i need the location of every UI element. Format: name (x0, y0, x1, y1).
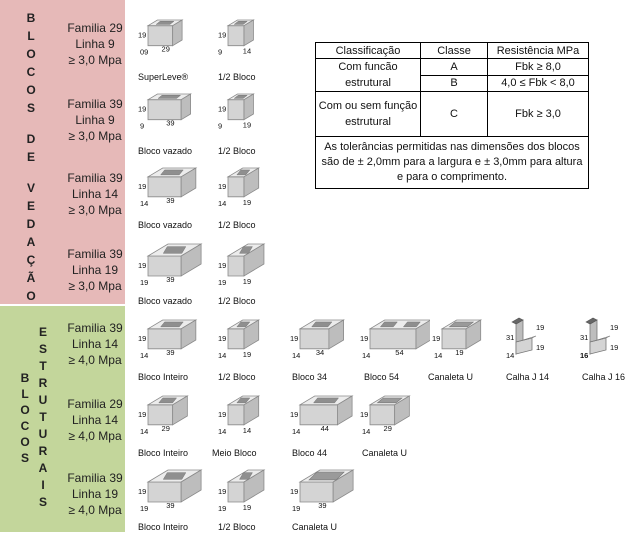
block-caption: Bloco 44 (292, 448, 328, 458)
title-letter: O (26, 289, 36, 303)
block-item (218, 88, 288, 156)
title-letter: B (26, 11, 36, 25)
block-front-face (148, 177, 181, 197)
block-caption: SuperLeve® (138, 72, 189, 82)
concrete-block-icon (138, 314, 208, 364)
header-cell: Resistência MPa (488, 43, 589, 59)
concrete-block-icon (360, 390, 430, 440)
dimension-label: 19 (610, 343, 619, 352)
block-item (138, 464, 208, 532)
block-hole (158, 95, 181, 98)
row-label (62, 170, 128, 218)
section-estruturais-title (28, 326, 58, 509)
block-front-face (300, 405, 337, 425)
dimension-label: 39 (166, 118, 175, 128)
familia-label: Familia 39 (67, 321, 123, 335)
dimension-label: 29 (161, 44, 170, 54)
classificacao-cell: Com ou sem função estrutural (316, 92, 421, 137)
classe-cell: A (421, 59, 488, 76)
block-item (290, 390, 360, 458)
resistencia-cell: Fbk ≥ 3,0 (488, 92, 589, 137)
title-letter: O (20, 403, 30, 417)
dimension-label: 19 (218, 104, 227, 114)
block-caption: Bloco Inteiro (138, 448, 189, 458)
linha-label: Linha 9 (75, 113, 115, 127)
block-front-face (148, 100, 181, 120)
block-item (138, 14, 208, 82)
block-hole (314, 398, 339, 403)
row-label (62, 470, 128, 518)
block-front-face (148, 256, 181, 276)
block-front-face (370, 329, 416, 349)
title-letter: D (26, 132, 36, 146)
dimension-label: 19 (536, 343, 545, 352)
title-letter: E (26, 150, 35, 164)
dimension-label: 19 (610, 323, 619, 332)
dimension-label: 31 (506, 333, 515, 342)
linha-label: Linha 14 (71, 413, 119, 427)
dimension-label: 19 (242, 197, 252, 207)
block-front-face (148, 26, 173, 46)
block-item (506, 314, 576, 382)
dimension-label: 14 (362, 350, 371, 360)
block-item (218, 14, 288, 82)
concrete-block-icon (138, 238, 208, 288)
block-front-face (370, 405, 395, 425)
dimension-label: 14 (292, 350, 301, 360)
block-hole (161, 322, 184, 327)
dimension-label: 19 (218, 486, 227, 496)
block-caption: Canaleta U (428, 372, 474, 382)
block-item (360, 314, 430, 382)
concrete-block-icon (290, 314, 360, 364)
familia-label: Familia 39 (67, 97, 123, 111)
block-caption: Bloco 34 (292, 372, 328, 382)
block-caption: 1/2 Bloco (218, 72, 256, 82)
dimension-label: 9 (140, 121, 145, 131)
dimension-label: 19 (455, 347, 464, 357)
dimension-label: 19 (218, 30, 227, 40)
title-letter: O (20, 435, 30, 449)
title-letter: C (20, 419, 30, 433)
block-front-face (148, 329, 181, 349)
dimension-label: 19 (292, 503, 301, 513)
dimension-label: 19 (218, 333, 227, 343)
block-front-face (228, 26, 244, 46)
block-item (138, 238, 208, 306)
block-item (218, 162, 288, 230)
dimension-label: 9 (218, 121, 223, 131)
resistencia-cell: 4,0 ≤ Fbk < 8,0 (488, 75, 589, 92)
dimension-label: 19 (432, 333, 441, 343)
concrete-block-icon (506, 314, 576, 364)
row-label (62, 246, 128, 294)
dimension-label: 19 (140, 277, 149, 287)
concrete-block-icon (218, 162, 288, 212)
concrete-block-icon (360, 314, 430, 364)
block-hole (163, 473, 186, 480)
dimension-label: 09 (140, 47, 149, 57)
dimension-label: 39 (166, 274, 175, 284)
concrete-block-icon (218, 390, 288, 440)
dimension-label: 19 (360, 333, 369, 343)
dimension-label: 19 (242, 120, 252, 130)
dimension-label: 19 (242, 276, 252, 286)
table-row (316, 59, 589, 76)
block-front-face (228, 405, 244, 425)
block-caption: Canaleta U (292, 522, 338, 532)
linha-label: Linha 19 (71, 263, 119, 277)
dimension-label: 9 (218, 47, 223, 57)
title-letter: C (26, 65, 36, 79)
block-item (360, 390, 430, 458)
dimension-label: 29 (383, 423, 392, 433)
block-caption: 1/2 Bloco (218, 146, 256, 156)
dimension-label: 14 (140, 350, 149, 360)
dimension-label: 19 (290, 409, 299, 419)
spec-table (315, 42, 589, 189)
dimension-label: 19 (218, 181, 227, 191)
row-label (62, 320, 128, 368)
block-caption: Bloco vazado (138, 220, 193, 230)
header-cell: Classe (421, 43, 488, 59)
dimension-label: 19 (290, 486, 299, 496)
block-front-face (300, 482, 333, 502)
title-letter: S (26, 101, 35, 115)
block-front-face (228, 256, 244, 276)
dimension-label: 39 (166, 195, 175, 205)
block-item (290, 314, 360, 382)
title-letter: Ã (26, 271, 36, 285)
dimension-label: 19 (242, 349, 252, 359)
classificacao-cell: Com funcão estrutural (316, 59, 421, 92)
title-letter: L (21, 387, 29, 401)
dimension-label: 19 (218, 260, 227, 270)
block-item (580, 314, 629, 382)
dimension-label: 14 (140, 426, 149, 436)
concrete-block-icon (218, 314, 288, 364)
block-caption: Calha J 16 (582, 372, 626, 382)
block-item (138, 314, 208, 382)
mpa-label: ≥ 3,0 Mpa (68, 53, 122, 67)
title-letter: R (38, 444, 48, 458)
linha-label: Linha 9 (75, 37, 115, 51)
title-letter: S (38, 342, 47, 356)
block-caption: Bloco vazado (138, 296, 193, 306)
title-letter: U (38, 427, 48, 441)
block-front-face (300, 329, 329, 349)
table-row (316, 92, 589, 137)
familia-label: Familia 29 (67, 21, 123, 35)
concrete-block-icon (218, 88, 288, 138)
dimension-label: 14 (292, 426, 301, 436)
linha-label: Linha 14 (71, 337, 119, 351)
block-item (138, 162, 208, 230)
concrete-block-icon (290, 464, 360, 514)
block-front-face (228, 482, 244, 502)
classe-cell: C (421, 92, 488, 137)
linha-label: Linha 19 (71, 487, 119, 501)
title-letter: Ç (26, 253, 36, 267)
block-front-face (228, 100, 244, 120)
concrete-block-icon (138, 14, 208, 64)
block-caption: 1/2 Bloco (218, 372, 256, 382)
block-caption: Bloco Inteiro (138, 522, 189, 532)
dimension-label: 14 (218, 350, 227, 360)
block-caption: Calha J 14 (506, 372, 550, 382)
dimension-label: 39 (166, 347, 175, 357)
dimension-label: 34 (315, 347, 325, 357)
block-front-face (228, 329, 244, 349)
title-letter: A (26, 235, 36, 249)
concrete-block-icon (580, 314, 629, 364)
resistencia-cell: Fbk ≥ 8,0 (488, 59, 589, 76)
title-letter: T (39, 410, 47, 424)
dimension-label: 19 (138, 104, 147, 114)
title-letter: S (38, 495, 47, 509)
block-item (290, 464, 360, 532)
dimension-label: 19 (138, 260, 147, 270)
table-row (316, 137, 589, 189)
concrete-block-icon (138, 162, 208, 212)
block-caption: 1/2 Bloco (218, 296, 256, 306)
dimension-label: 19 (138, 181, 147, 191)
dimension-label: 14 (242, 46, 252, 56)
row-label (62, 20, 128, 68)
block-front-face (148, 405, 173, 425)
dimension-label: 31 (580, 333, 589, 342)
block-hole (161, 170, 184, 175)
mpa-label: ≥ 4,0 Mpa (68, 429, 122, 443)
section-vedacao-title (0, 12, 62, 303)
concrete-block-icon (138, 464, 208, 514)
familia-label: Familia 39 (67, 247, 123, 261)
dimension-label: 19 (140, 503, 149, 513)
dimension-label: 19 (360, 409, 369, 419)
block-caption: Meio Bloco (212, 448, 257, 458)
block-front-face (442, 329, 466, 349)
title-letter: I (41, 478, 45, 492)
title-letter: O (26, 47, 36, 61)
mpa-label: ≥ 3,0 Mpa (68, 279, 122, 293)
block-caption: 1/2 Bloco (218, 522, 256, 532)
tolerance-note: As tolerâncias permitidas nas dimensões dos blocos são de ± 2,0mm para a largura e ± 3,0mm para altura e para o comprimento. (316, 137, 589, 189)
title-letter: L (27, 29, 35, 43)
concrete-block-icon (218, 464, 288, 514)
block-front-face (228, 177, 244, 197)
title-letter: T (39, 359, 47, 373)
concrete-block-icon (290, 390, 360, 440)
dimension-label: 14 (140, 198, 149, 208)
linha-label: Linha 14 (71, 187, 119, 201)
dimension-label: 14 (506, 351, 515, 360)
block-caption: Canaleta U (362, 448, 408, 458)
dimension-label: 19 (290, 333, 299, 343)
block-front-face (148, 482, 181, 502)
dimension-label: 14 (218, 198, 227, 208)
dimension-label: 14 (362, 426, 371, 436)
concrete-block-icon (218, 14, 288, 64)
dimension-label: 19 (138, 486, 147, 496)
dimension-label: 19 (218, 503, 227, 513)
dimension-label: 19 (242, 502, 252, 512)
block-hole (163, 247, 186, 254)
dimension-label: 39 (318, 500, 327, 510)
dimension-label: 14 (218, 426, 227, 436)
title-letter: D (26, 217, 36, 231)
dimension-label: 19 (138, 333, 147, 343)
block-item (218, 464, 288, 532)
block-caption: Bloco Inteiro (138, 372, 189, 382)
dimension-label: 14 (242, 425, 252, 435)
dimension-label: 19 (536, 323, 545, 332)
title-letter: A (38, 461, 48, 475)
title-letter: B (20, 371, 30, 385)
block-item (138, 390, 208, 458)
concrete-block-icon (432, 314, 502, 364)
spec-table-header (316, 43, 589, 59)
dimension-label: 29 (161, 423, 170, 433)
dimension-label: 19 (218, 277, 227, 287)
block-item (218, 238, 288, 306)
dimension-label: 19 (138, 30, 147, 40)
title-letter: E (38, 325, 47, 339)
familia-label: Familia 39 (67, 171, 123, 185)
mpa-label: ≥ 4,0 Mpa (68, 503, 122, 517)
concrete-block-icon (138, 88, 208, 138)
header-cell: Classificação (316, 43, 421, 59)
block-caption: Bloco 54 (364, 372, 400, 382)
block-item (218, 314, 288, 382)
mpa-label: ≥ 3,0 Mpa (68, 203, 122, 217)
title-letter: E (26, 199, 35, 213)
concrete-block-icon (138, 390, 208, 440)
concrete-block-icon (218, 238, 288, 288)
dimension-label: 54 (395, 347, 404, 357)
block-caption: Bloco vazado (138, 146, 193, 156)
row-label (62, 96, 128, 144)
title-letter: O (26, 83, 36, 97)
title-letter: R (38, 376, 48, 390)
row-label (62, 396, 128, 444)
familia-label: Familia 29 (67, 397, 123, 411)
block-item (428, 314, 502, 382)
block-item (212, 390, 288, 458)
familia-label: Familia 39 (67, 471, 123, 485)
mpa-label: ≥ 4,0 Mpa (68, 353, 122, 367)
title-letter: V (26, 181, 35, 195)
dimension-label: 44 (320, 423, 329, 433)
dimension-label: 39 (166, 500, 175, 510)
block-item (138, 88, 208, 156)
dimension-label: 19 (138, 409, 147, 419)
dimension-label: 16 (580, 351, 589, 360)
classe-cell: B (421, 75, 488, 92)
mpa-label: ≥ 3,0 Mpa (68, 129, 122, 143)
block-caption: 1/2 Bloco (218, 220, 256, 230)
title-letter: S (20, 451, 29, 465)
dimension-label: 14 (434, 350, 443, 360)
title-letter: U (38, 393, 48, 407)
dimension-label: 19 (218, 409, 227, 419)
